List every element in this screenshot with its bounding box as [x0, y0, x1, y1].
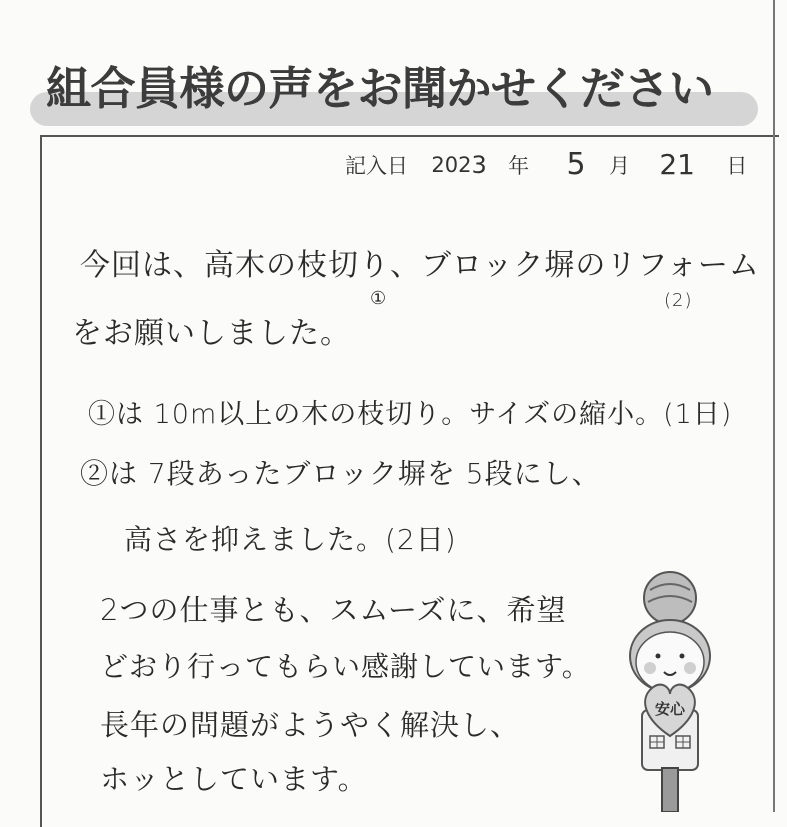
note-1: ① [370, 288, 388, 309]
date-year-unit: 年 [508, 153, 530, 178]
message-line-2: をお願いしました。 [72, 316, 351, 351]
heart-label: 安心 [654, 700, 686, 718]
message-line-6: 2つの仕事とも、スムーズに、希望 [100, 593, 567, 627]
message-line-1: 今回は、高木の枝切り、ブロック塀のリフォーム [80, 248, 760, 283]
date-day-unit: 日 [726, 153, 748, 178]
message-line-8: 長年の問題がようやく解決し、 [100, 708, 521, 742]
date-year-hand: 3 [471, 150, 487, 179]
date-day: 21 [659, 148, 695, 181]
date-year-printed: 202 [431, 152, 472, 177]
date-label: 記入日 [345, 153, 408, 178]
note-2: (2) [664, 290, 693, 311]
date-row [345, 147, 747, 187]
mascot-illustration [612, 560, 724, 812]
message-line-9: ホッとしています。 [100, 762, 368, 796]
message-line-4: ②は 7段あったブロック塀を 5段にし、 [80, 457, 601, 490]
page-title: 組合員様の声をお聞かせください [46, 62, 714, 115]
date-month-unit: 月 [608, 153, 630, 178]
message-line-5: 高さを抑えました。(2日) [124, 523, 457, 556]
date-month: 5 [566, 147, 586, 182]
scan-edge [773, 0, 775, 812]
mascot-face [630, 620, 710, 692]
message-line-7: どおり行ってもらい感謝しています。 [100, 650, 591, 683]
mascot-hair-bun [644, 572, 696, 624]
message-line-3: ①は 10m以上の木の枝切り。サイズの縮小。(1日) [88, 399, 733, 430]
